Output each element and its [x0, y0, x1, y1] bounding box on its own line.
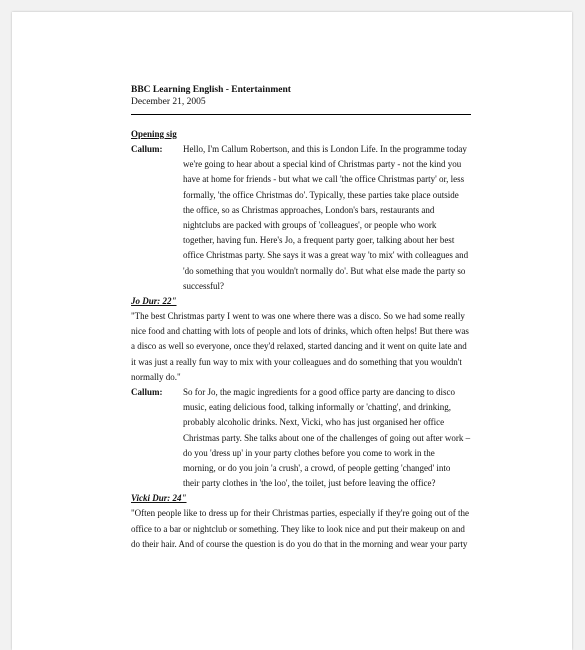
text-line: morning, or do you join 'a crush', a crowd, of people getting 'changed' into [183, 463, 451, 474]
text-line: Christmas party. She talks about one of the challenges of going out after work – [183, 432, 471, 443]
text-line: we're going to hear about a special kind of Christmas party - not the kind you [183, 159, 462, 170]
text-line: nightclubs are packed with groups of 'colleagues', or people who work [183, 220, 437, 231]
speech-text [183, 142, 471, 294]
text-line: normally do." [131, 371, 181, 382]
section-heading: Opening sig [131, 129, 177, 139]
text-line: it was just a really fun way to mix with your colleagues and do something that you wouldn't [131, 356, 462, 367]
document-title: BBC Learning English - Entertainment [131, 85, 291, 95]
speech-text [183, 385, 471, 491]
quote-text [131, 309, 471, 385]
speaker-label: Callum: [131, 144, 163, 154]
text-line: their party clothes in 'the loo', the toilet, just before leaving the office? [183, 478, 436, 489]
text-line: together, having fun. Here's Jo, a frequent party goer, talking about her best [183, 235, 455, 246]
header-divider [131, 114, 471, 115]
text-line: successful? [183, 280, 224, 291]
text-line: the office, so as Christmas approaches, London's bars, restaurants and [183, 204, 435, 215]
text-line: do you 'dress up' in your party clothes before you come to work in the [183, 447, 435, 458]
text-line: 'do something that you wouldn't normally do'. But what else made the party so [183, 265, 466, 276]
document-page [12, 12, 572, 650]
text-line: So for Jo, the magic ingredients for a good office party are dancing to disco [183, 387, 456, 398]
text-line: probably alcoholic drinks. Next, Vicki, who has just organised her office [183, 417, 445, 428]
text-line: do their hair. And of course the question is do you do that in the morning and wear your party [131, 538, 468, 549]
text-line: nice food and chatting with lots of people and lots of drinks, which often helps! But there was [131, 326, 469, 337]
text-line: Hello, I'm Callum Robertson, and this is London Life. In the programme today [183, 144, 467, 154]
clip-label: Jo Dur: 22" [131, 296, 177, 307]
text-line: a disco as well so everyone, once they'd relaxed, started dancing and it went on quite late and [131, 341, 467, 352]
text-line: "The best Christmas party I went to was one where there was a disco. So we had some really [131, 311, 465, 322]
speaker-label: Callum: [131, 387, 163, 398]
document-content [131, 84, 471, 552]
text-line: "Often people like to dress up for their Christmas parties, especially if they're going out of the [131, 508, 469, 519]
text-line: formally, 'the office Christmas do'. Typically, these parties take place outside [183, 189, 459, 200]
quote-text [131, 506, 471, 552]
speech-block [131, 142, 471, 294]
speech-block [131, 385, 471, 491]
document-date: December 21, 2005 [131, 97, 206, 107]
text-line: office to a bar or nightclub or something. They like to look nice and put their makeup on and [131, 523, 465, 534]
clip-label: Vicki Dur: 24" [131, 493, 187, 504]
text-line: music, eating delicious food, talking informally or 'chatting', and drinking, [183, 402, 451, 413]
text-line: office Christmas party. She says it was a great way 'to mix' with colleagues and [183, 250, 469, 261]
text-line: have at home for friends - but what we call 'the office Christmas party' or, less [183, 174, 465, 185]
